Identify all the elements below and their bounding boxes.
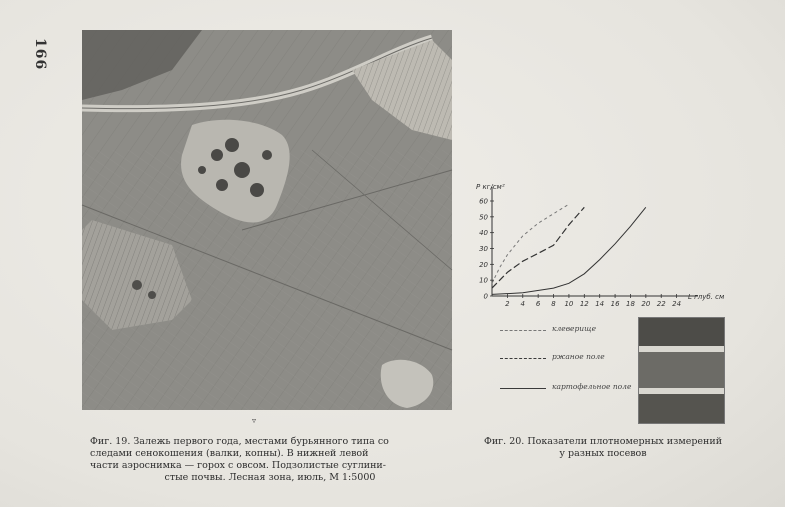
x-tick-label: 10 bbox=[564, 300, 574, 308]
legend-swatch-long-dash bbox=[500, 358, 546, 359]
y-tick-label: 0 bbox=[483, 292, 488, 301]
soil-profile-photo bbox=[638, 317, 725, 424]
legend-item-clover bbox=[490, 324, 640, 338]
x-tick-label: 4 bbox=[520, 300, 526, 308]
figure-19-caption-line: части аэроснимка — горох с овсом. Подзолистые суглини- bbox=[90, 460, 386, 471]
legend-item-potato bbox=[490, 382, 640, 396]
figure-19-caption-line: следами сенокошения (валки, копны). В нижней левой bbox=[90, 448, 369, 459]
density-chart bbox=[470, 178, 725, 308]
figure-20-caption bbox=[468, 436, 738, 460]
x-tick-label: 20 bbox=[641, 300, 651, 308]
y-tick-label: 30 bbox=[479, 245, 488, 253]
y-tick-label: 20 bbox=[479, 260, 488, 269]
aerial-photo-drawing bbox=[82, 30, 452, 410]
scale-marker-icon: ▿ bbox=[252, 416, 257, 425]
legend-label: картофельное поле bbox=[552, 382, 632, 391]
x-tick-label: 8 bbox=[551, 300, 556, 308]
soil-layer-middle bbox=[639, 352, 724, 388]
legend-swatch-short-dash bbox=[500, 330, 546, 331]
x-tick-label: 2 bbox=[505, 300, 510, 308]
legend-item-rye bbox=[490, 352, 640, 366]
figure-20-caption-line: у разных посевов bbox=[559, 448, 647, 459]
y-tick-label: 60 bbox=[479, 197, 488, 206]
legend-label: клеверище bbox=[552, 324, 597, 333]
legend-label: ржаное поле bbox=[552, 352, 605, 361]
soil-layer-top bbox=[639, 318, 724, 346]
y-tick-label: 40 bbox=[479, 229, 488, 238]
series-line bbox=[492, 207, 584, 288]
figure-19-caption-line: стые почвы. Лесная зона, июль, М 1:5000 bbox=[164, 472, 376, 483]
legend-swatch-solid bbox=[500, 388, 546, 389]
figure-19-caption-line: Фиг. 19. Залежь первого года, местами бурьянного типа со bbox=[90, 436, 389, 447]
x-tick-label: 6 bbox=[535, 300, 541, 308]
x-axis-label: L глуб. см bbox=[688, 293, 725, 301]
x-tick-label: 14 bbox=[595, 300, 605, 308]
figure-19-caption bbox=[90, 436, 450, 484]
aerial-photograph bbox=[82, 30, 452, 410]
x-tick-label: 16 bbox=[610, 300, 620, 308]
y-tick-label: 50 bbox=[479, 213, 488, 222]
soil-layer-bottom bbox=[639, 394, 724, 423]
series-line bbox=[492, 204, 569, 283]
page-number: 166 bbox=[32, 38, 48, 71]
chart-legend bbox=[490, 318, 640, 408]
x-tick-label: 22 bbox=[656, 300, 666, 308]
y-axis-label: P кг/см² bbox=[476, 183, 505, 191]
x-tick-label: 24 bbox=[672, 300, 682, 308]
y-tick-label: 10 bbox=[479, 276, 488, 285]
x-tick-label: 18 bbox=[626, 300, 635, 308]
series-line bbox=[492, 207, 646, 294]
x-tick-label: 12 bbox=[579, 300, 589, 308]
figure-20-caption-line: Фиг. 20. Показатели плотномерных измерений bbox=[483, 436, 723, 447]
